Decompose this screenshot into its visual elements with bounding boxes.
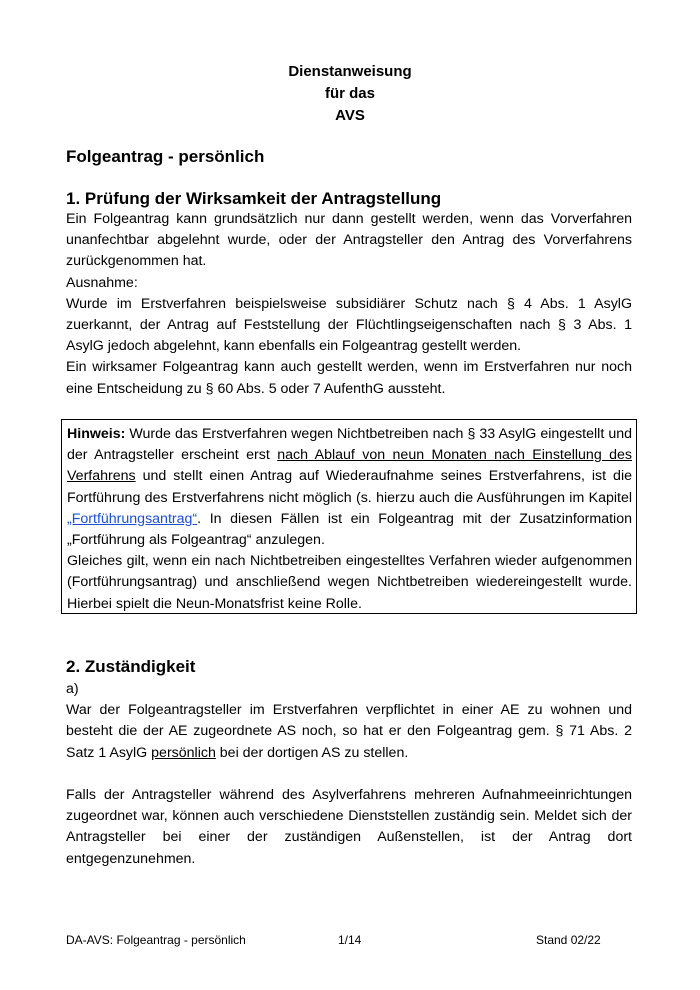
- section1-paragraph-3: Ein wirksamer Folgeantrag kann auch gestellt werden, wenn im Erstverfahren nur noch eine Entscheidung zu § 60 Abs. 5 oder 7 AufenthG aussteht.: [66, 359, 632, 397]
- footer-version: Stand 02/22: [536, 933, 601, 947]
- hinweis-box: [61, 419, 637, 614]
- section1-body: [66, 209, 632, 400]
- header-title-line1: Dienstanweisung: [288, 63, 412, 80]
- section2-sub-a: a): [66, 681, 79, 697]
- section2-paragraph-1: [66, 700, 632, 764]
- section2-underlined-persoenlich: persönlich: [151, 744, 216, 761]
- section2-paragraph-2: Falls der Antragsteller während des Asylverfahrens mehreren Aufnahmeeinrichtungen zugeordnet war, können auch verschiedene Dienststellen zuständig sein. Meldet sich der Antragsteller bei einer der zuständigen Außenstellen, ist der Antrag dort entgegenzunehmen.: [66, 787, 632, 867]
- section2-paragraph-1-a: War der Folgeantragsteller im Erstverfahren verpflichtet in einer AE zu wohnen und besteht die der AE zugeordnete AS noch, so hat er den Folgeantrag gem. § 71 Abs. 2 Satz 1 AsylG: [66, 702, 632, 761]
- hinweis-body: [67, 424, 632, 615]
- hinweis-paragraph-2: Gleiches gilt, wenn ein nach Nichtbetreiben eingestelltes Verfahren wieder aufgenommen (Fortführungsantrag) und anschließend wegen Nichtbetreiben wiedereingestellt wurde. Hierbei spielt die Neun-Monatsfrist keine Rolle.: [67, 553, 632, 612]
- hinweis-underlined-text: nach Ablauf von neun Monaten nach Einstellung des Verfahrens: [67, 447, 633, 485]
- hinweis-paragraph-1: [67, 424, 632, 551]
- hinweis-text-a: Wurde das Erstverfahren wegen Nichtbetreiben nach § 33 AsylG eingestellt und der Antragsteller erscheint erst: [67, 426, 632, 464]
- section2-paragraph-1-b: bei der dortigen AS zu stellen.: [215, 744, 409, 761]
- header-title-line3: AVS: [335, 107, 365, 124]
- hinweis-text-b: und stellt einen Antrag auf Wiederaufnahme seines Erstverfahrens, ist die Fortführung des Erstverfahrens nicht möglich (s. hierzu auch die Ausführungen im Kapitel: [67, 468, 632, 506]
- hinweis-label: Hinweis:: [67, 426, 126, 442]
- document-title: Folgeantrag - persönlich: [66, 147, 265, 166]
- footer-page-number: 1/14: [338, 933, 362, 947]
- section2-heading: 2. Zuständigkeit: [66, 657, 196, 676]
- section1-heading: 1. Prüfung der Wirksamkeit der Antragstellung: [66, 189, 442, 208]
- section1-paragraph-1: Ein Folgeantrag kann grundsätzlich nur dann gestellt werden, wenn das Vorverfahren unanfechtbar abgelehnt wurde, oder der Antragsteller den Antrag des Vorverfahrens zurückgenommen hat.: [66, 211, 632, 270]
- footer-document-name: DA-AVS: Folgeantrag - persönlich: [66, 933, 246, 947]
- hinweis-text-c: . In diesen Fällen ist ein Folgeantrag mit der Zusatzinformation „Fortführung als Folgeantrag“ anzulegen.: [67, 510, 632, 549]
- header-title-line2: für das: [324, 85, 375, 102]
- section1-paragraph-2: Wurde im Erstverfahren beispielsweise subsidiärer Schutz nach § 4 Abs. 1 AsylG zuerkannt, der Antrag auf Feststellung der Flüchtlingseigenschaften nach § 3 Abs. 1 AsylG jedoch abgelehnt, kann ebenfalls ein Folgeantrag gestellt werden.: [66, 295, 632, 355]
- section2-body: [66, 679, 632, 870]
- section1-ausnahme-label: Ausnahme:: [66, 274, 138, 291]
- fortfuehrungsantrag-link[interactable]: „Fortführungsantrag“: [67, 510, 198, 527]
